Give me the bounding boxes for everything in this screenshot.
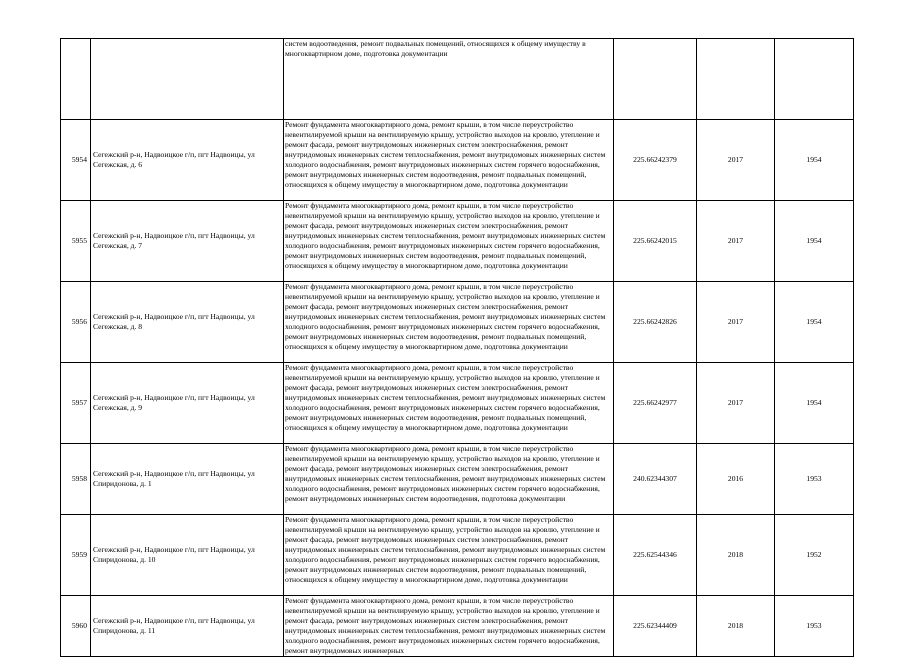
works-text: Ремонт фундамента многоквартирного дома, ремонт крыши, в том числе переустройство невентилируемой крыши на вентилируемую крышу, устройство выходов на кровлю, утепление и ремонт фасада, ремонт внутридомовых инженерных систем электроснабжения, ремонт внутридомовых инженерных систем теплоснабжения, ремонт внутридомовых инженерных систем холодного водоснабжения, ремонт внутридомовых инженерных систем горячего водоснабжения, ремонт внутридомовых инженерных систем водоотведения, ремонт подвальных помещений, относящихся к общему имуществу в многоквартирном доме, подготовка документации <box>285 363 606 432</box>
row-number: 5957 <box>61 363 91 444</box>
row-works <box>284 201 614 282</box>
row-works <box>284 363 614 444</box>
row-cost: 225.62544346 <box>614 515 697 596</box>
row-cost: 240.62344307 <box>614 444 697 515</box>
row-built-year: 1954 <box>775 201 854 282</box>
row-works <box>284 444 614 515</box>
row-works <box>284 282 614 363</box>
table-row <box>61 282 854 363</box>
row-works <box>284 515 614 596</box>
row-number: 5960 <box>61 596 91 657</box>
row-address: Сегежский р-н, Надвоицкое г/п, пгт Надвоицы, ул Сегежская, д. 6 <box>91 120 284 201</box>
row-works <box>284 120 614 201</box>
row-year: 2018 <box>697 515 775 596</box>
works-text: Ремонт фундамента многоквартирного дома, ремонт крыши, в том числе переустройство невентилируемой крыши на вентилируемую крышу, устройство выходов на кровлю, утепление и ремонт фасада, ремонт внутридомовых инженерных систем электроснабжения, ремонт внутридомовых инженерных систем теплоснабжения, ремонт внутридомовых инженерных систем холодного водоснабжения, ремонт внутридомовых инженерных систем горячего водоснабжения, ремонт внутридомовых инженерных систем водоотведения, ремонт подвальных помещений, относящихся к общему имуществу в многоквартирном доме, подготовка документации <box>285 515 606 584</box>
works-text: Ремонт фундамента многоквартирного дома, ремонт крыши, в том числе переустройство невентилируемой крыши на вентилируемую крышу, устройство выходов на кровлю, утепление и ремонт фасада, ремонт внутридомовых инженерных систем электроснабжения, ремонт внутридомовых инженерных систем теплоснабжения, ремонт внутридомовых инженерных систем холодного водоснабжения, ремонт внутридомовых инженерных систем горячего водоснабжения, ремонт внутридомовых инженерных систем водоотведения, подготовка документации <box>285 444 606 503</box>
row-built-year: 1953 <box>775 596 854 657</box>
row-address: Сегежский р-н, Надвоицкое г/п, пгт Надвоицы, ул Спиридонова, д. 11 <box>91 596 284 657</box>
row-year <box>697 39 775 120</box>
works-text: Ремонт фундамента многоквартирного дома, ремонт крыши, в том числе переустройство невентилируемой крыши на вентилируемую крышу, устройство выходов на кровлю, утепление и ремонт фасада, ремонт внутридомовых инженерных систем электроснабжения, ремонт внутридомовых инженерных систем теплоснабжения, ремонт внутридомовых инженерных систем холодного водоснабжения, ремонт внутридомовых инженерных систем горячего водоснабжения, ремонт внутридомовых инженерных систем водоотведения, ремонт подвальных помещений, относящихся к общему имуществу в многоквартирном доме, подготовка документации <box>285 282 606 351</box>
row-cost: 225.62344409 <box>614 596 697 657</box>
row-year: 2017 <box>697 363 775 444</box>
row-year: 2017 <box>697 120 775 201</box>
row-address: Сегежский р-н, Надвоицкое г/п, пгт Надвоицы, ул Сегежская, д. 7 <box>91 201 284 282</box>
row-cost: 225.66242379 <box>614 120 697 201</box>
row-year: 2017 <box>697 282 775 363</box>
row-address <box>91 39 284 120</box>
works-text: Ремонт фундамента многоквартирного дома, ремонт крыши, в том числе переустройство невентилируемой крыши на вентилируемую крышу, устройство выходов на кровлю, утепление и ремонт фасада, ремонт внутридомовых инженерных систем электроснабжения, ремонт внутридомовых инженерных систем теплоснабжения, ремонт внутридомовых инженерных систем холодного водоснабжения, ремонт внутридомовых инженерных систем горячего водоснабжения, ремонт внутридомовых инженерных <box>285 596 606 655</box>
row-year: 2016 <box>697 444 775 515</box>
row-works <box>284 39 614 120</box>
table-row <box>61 120 854 201</box>
table-row <box>61 515 854 596</box>
row-works <box>284 596 614 657</box>
table-row <box>61 596 854 657</box>
row-built-year: 1954 <box>775 282 854 363</box>
row-number: 5959 <box>61 515 91 596</box>
row-built-year: 1953 <box>775 444 854 515</box>
works-text: Ремонт фундамента многоквартирного дома, ремонт крыши, в том числе переустройство невентилируемой крыши на вентилируемую крышу, устройство выходов на кровлю, утепление и ремонт фасада, ремонт внутридомовых инженерных систем электроснабжения, ремонт внутридомовых инженерных систем теплоснабжения, ремонт внутридомовых инженерных систем холодного водоснабжения, ремонт внутридомовых инженерных систем горячего водоснабжения, ремонт внутридомовых инженерных систем водоотведения, ремонт подвальных помещений, относящихся к общему имуществу в многоквартирном доме, подготовка документации <box>285 120 606 189</box>
row-address: Сегежский р-н, Надвоицкое г/п, пгт Надвоицы, ул Спиридонова, д. 1 <box>91 444 284 515</box>
row-cost: 225.66242977 <box>614 363 697 444</box>
table-row <box>61 363 854 444</box>
row-cost <box>614 39 697 120</box>
row-number: 5956 <box>61 282 91 363</box>
table-row <box>61 201 854 282</box>
row-year: 2017 <box>697 201 775 282</box>
row-cost: 225.66242826 <box>614 282 697 363</box>
works-text: Ремонт фундамента многоквартирного дома, ремонт крыши, в том числе переустройство невентилируемой крыши на вентилируемую крышу, устройство выходов на кровлю, утепление и ремонт фасада, ремонт внутридомовых инженерных систем электроснабжения, ремонт внутридомовых инженерных систем теплоснабжения, ремонт внутридомовых инженерных систем холодного водоснабжения, ремонт внутридомовых инженерных систем горячего водоснабжения, ремонт внутридомовых инженерных систем водоотведения, ремонт подвальных помещений, относящихся к общему имуществу в многоквартирном доме, подготовка документации <box>285 201 606 270</box>
row-number: 5955 <box>61 201 91 282</box>
row-number <box>61 39 91 120</box>
works-text: систем водоотведения, ремонт подвальных помещений, относящихся к общему имуществу в многоквартирном доме, подготовка документации <box>285 39 586 58</box>
row-address: Сегежский р-н, Надвоицкое г/п, пгт Надвоицы, ул Сегежская, д. 8 <box>91 282 284 363</box>
row-built-year: 1954 <box>775 363 854 444</box>
document-page <box>60 38 853 657</box>
row-built-year <box>775 39 854 120</box>
row-built-year: 1954 <box>775 120 854 201</box>
row-cost: 225.66242015 <box>614 201 697 282</box>
row-year: 2018 <box>697 596 775 657</box>
row-address: Сегежский р-н, Надвоицкое г/п, пгт Надвоицы, ул Сегежская, д. 9 <box>91 363 284 444</box>
row-number: 5954 <box>61 120 91 201</box>
row-built-year: 1952 <box>775 515 854 596</box>
row-number: 5958 <box>61 444 91 515</box>
capital-repair-table <box>60 38 854 657</box>
row-address: Сегежский р-н, Надвоицкое г/п, пгт Надвоицы, ул Спиридонова, д. 10 <box>91 515 284 596</box>
table-row <box>61 444 854 515</box>
table-row <box>61 39 854 120</box>
